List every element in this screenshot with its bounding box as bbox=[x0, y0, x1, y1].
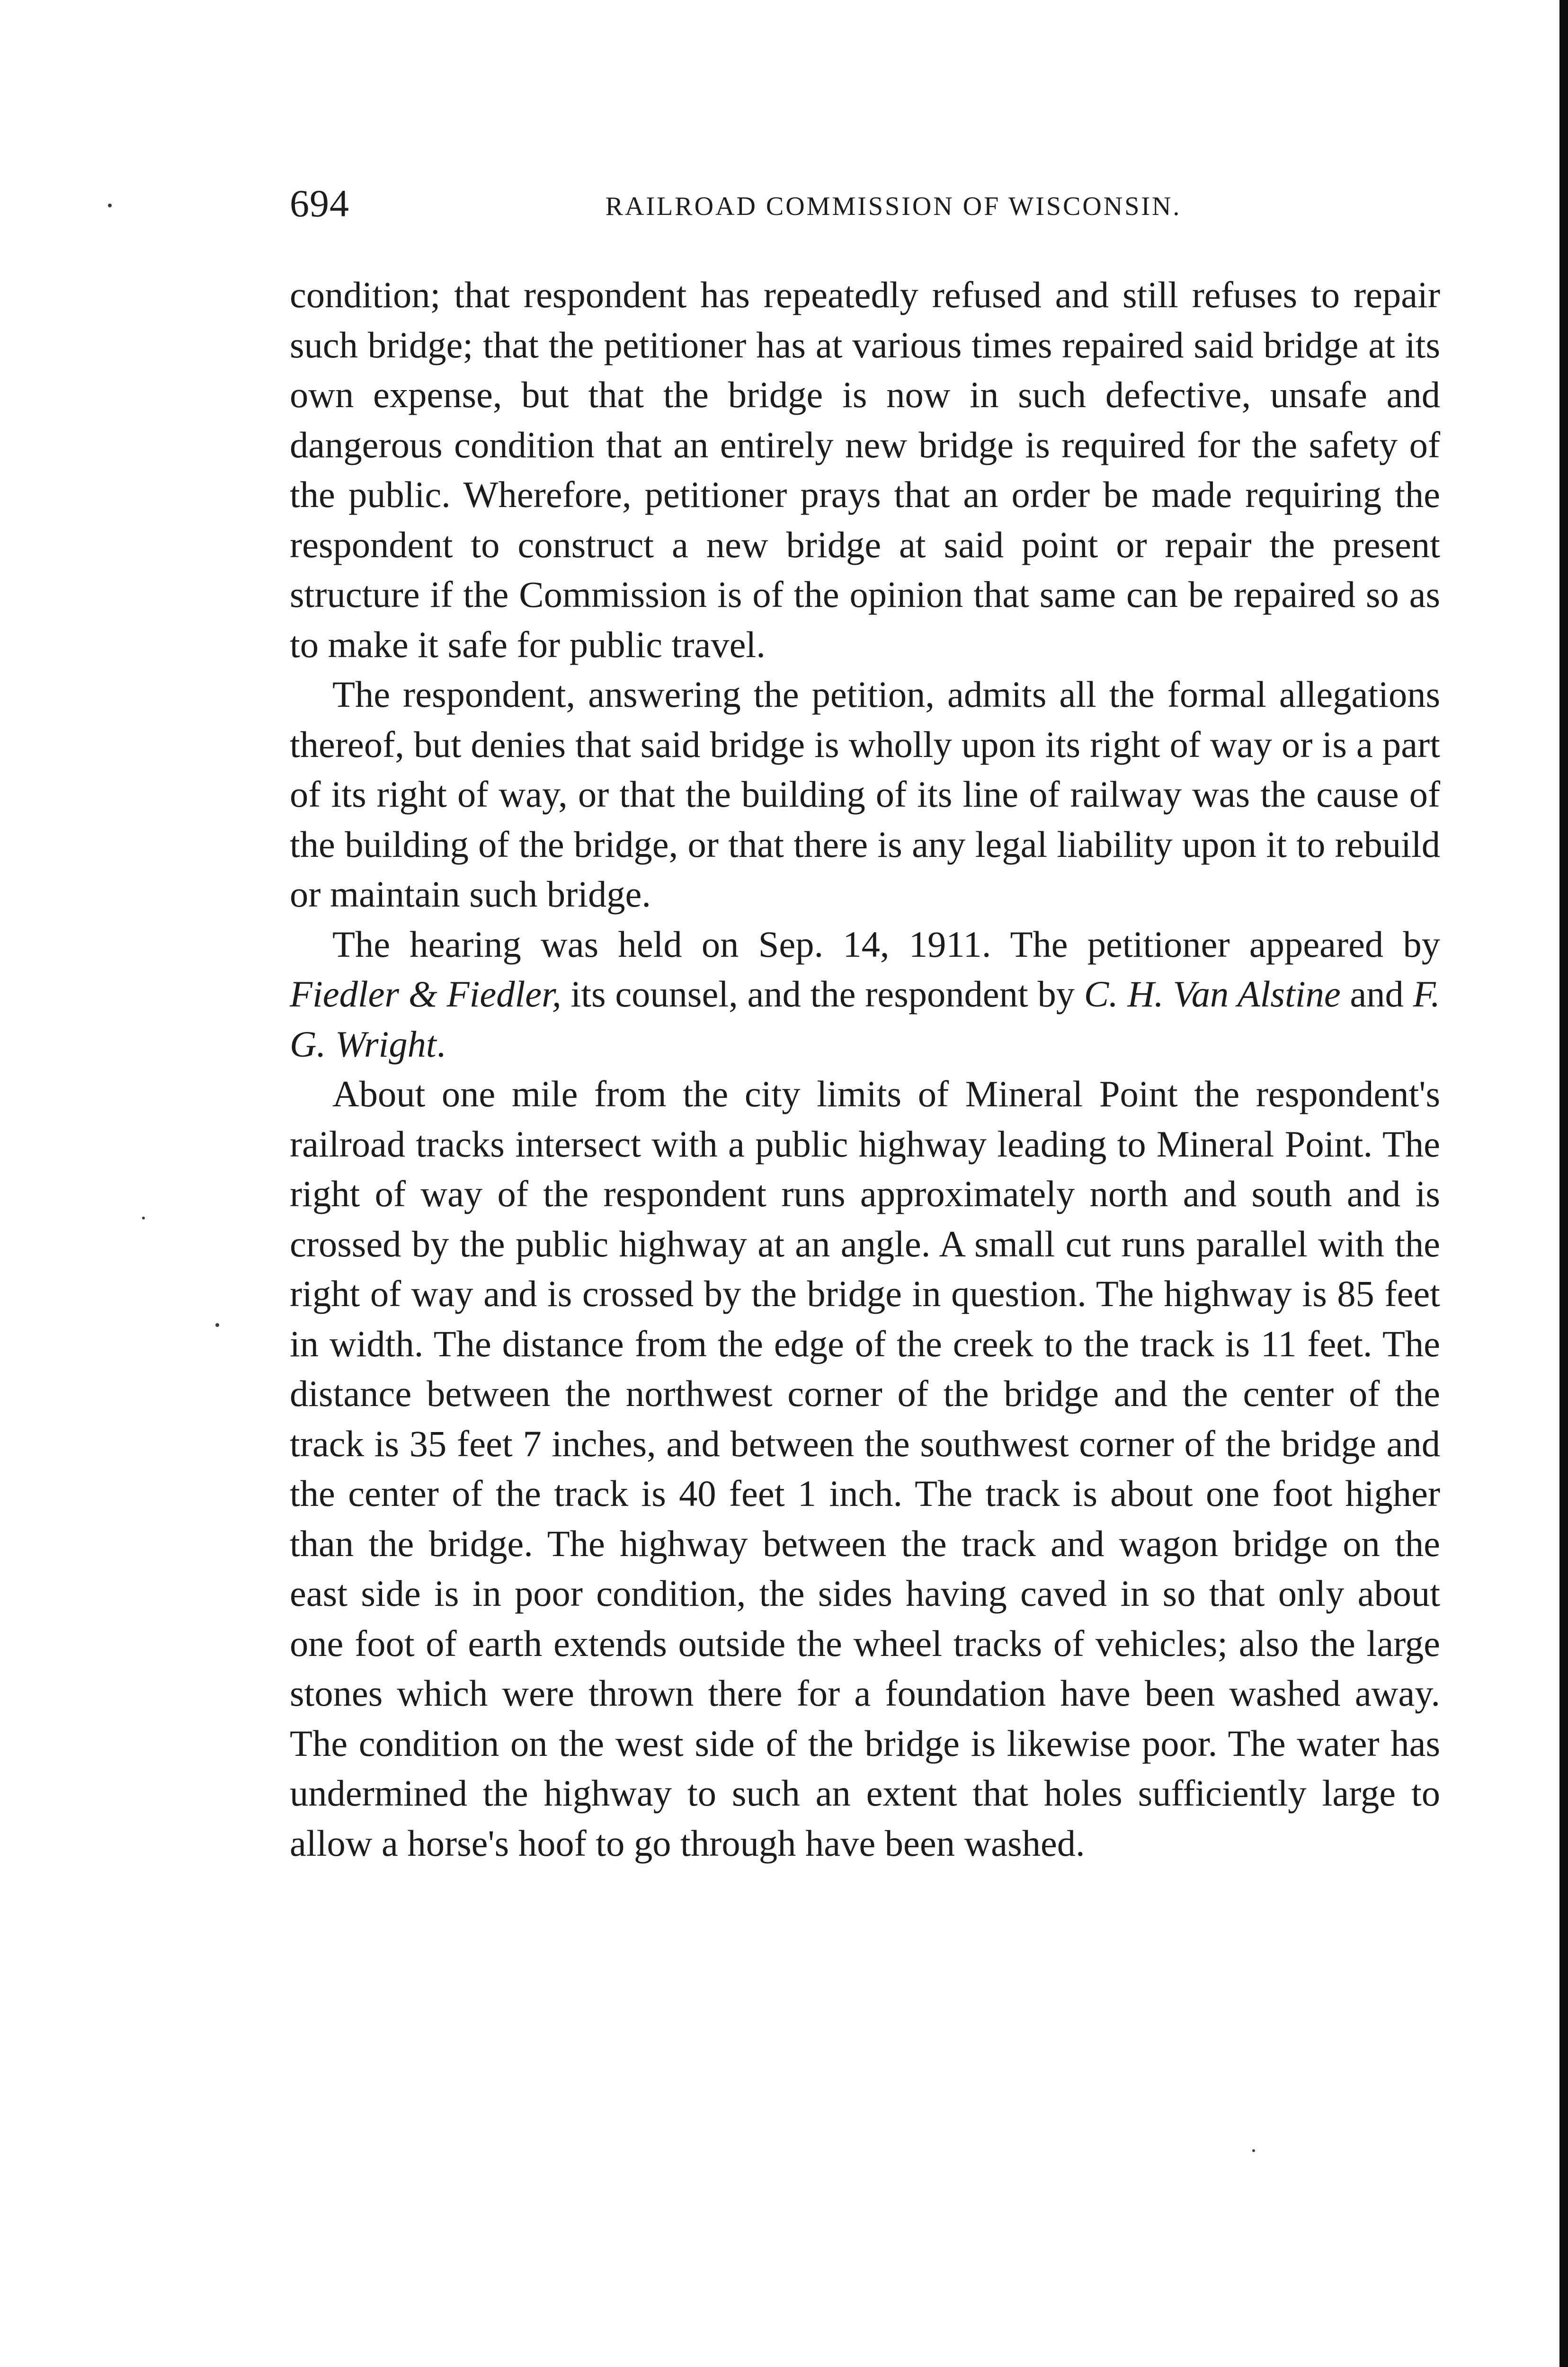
scan-speck bbox=[215, 1323, 219, 1327]
paragraph-site-description: About one mile from the city limits of Mineral Point the respondent's railroad tracks intersect with a public highway leading to Mineral Point. The right of way of the respondent runs approximately north and south and is crossed by the public highway at an angle. A small cut runs parallel with the right of way and is crossed by the bridge in question. The highway is 85 feet in width. The distance from the edge of the creek to the track is 11 feet. The distance between the northwest corner of the bridge and the center of the track is 35 feet 7 inches, and between the southwest corner of the bridge and the center of the track is 40 feet 1 inch. The track is about one foot higher than the bridge. The highway between the track and wagon bridge on the east side is in poor condition, the sides having caved in so that only about one foot of earth extends outside the wheel tracks of vehicles; also the large stones which were thrown there for a foundation have been washed away. The condition on the west side of the bridge is likewise poor. The water has undermined the highway to such an extent that holes sufficiently large to allow a horse's hoof to go through have been washed. bbox=[290, 1073, 1440, 1864]
scan-speck bbox=[108, 204, 112, 207]
paragraph-hearing bbox=[290, 919, 1440, 1069]
page-number: 694 bbox=[290, 182, 349, 225]
hearing-end: . bbox=[436, 1023, 446, 1065]
scan-border-right bbox=[1559, 0, 1568, 2367]
respondent-counsel-2: F. G. Wright bbox=[290, 973, 1441, 1065]
hearing-and: and bbox=[1340, 973, 1413, 1014]
running-title: RAILROAD COMMISSION OF WISCONSIN. bbox=[605, 192, 1182, 221]
running-head bbox=[290, 180, 1440, 227]
paragraph-petition-continued: condition; that respondent has repeatedly refused and still refuses to repair such bridge; that the petitioner has at various times repaired said bridge at its own expense, but that the bridge is now in such defective, unsafe and dangerous condition that an entirely new bridge is required for the safety of the public. Wherefore, petitioner prays that an order be made requiring the respondent to construct a new bridge at said point or repair the present structure if the Commission is of the opinion that same can be repaired so as to make it safe for public travel. bbox=[290, 274, 1440, 665]
scan-speck bbox=[142, 1217, 145, 1219]
respondent-counsel-1: C. H. Van Alstine bbox=[1084, 973, 1341, 1014]
body-text bbox=[290, 270, 1440, 1868]
hearing-intro: The hearing was held on Sep. 14, 1911. The petitioner appeared by bbox=[332, 923, 1440, 965]
scan-speck bbox=[1252, 2149, 1255, 2152]
paragraph-respondent-answer: The respondent, answering the petition, admits all the formal allegations thereof, but denies that said bridge is wholly upon its right of way or is a part of its right of way, or that the building of its line of railway was the cause of the building of the bridge, or that there is any legal liability upon it to rebuild or maintain such bridge. bbox=[290, 674, 1440, 915]
hearing-mid: its counsel, and the respondent by bbox=[561, 973, 1084, 1014]
petitioner-counsel: Fiedler & Fiedler, bbox=[290, 973, 561, 1014]
